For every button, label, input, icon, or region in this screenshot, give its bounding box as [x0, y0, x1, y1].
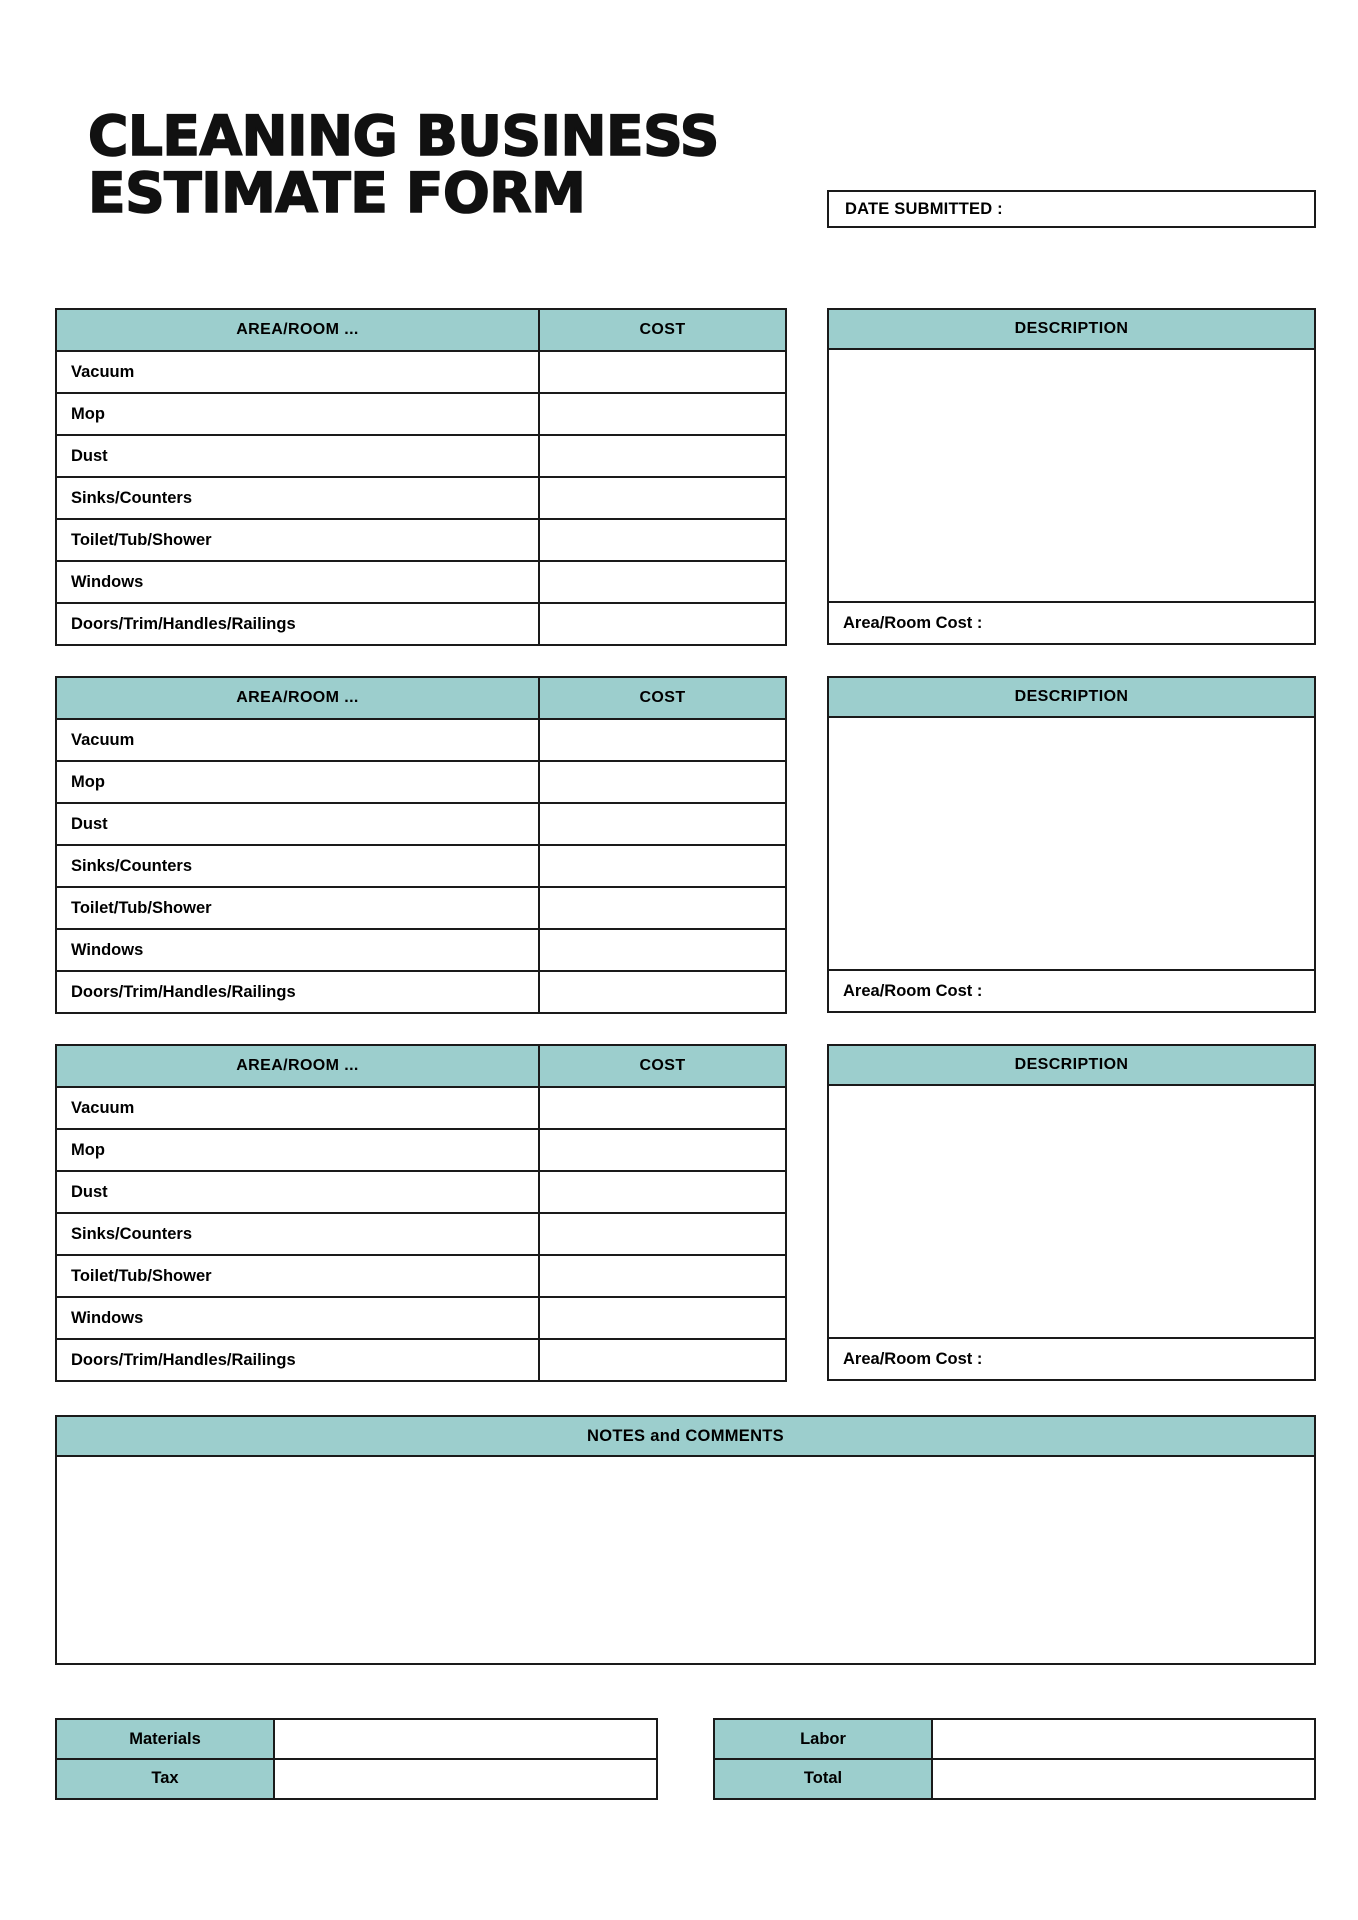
task-label: Windows [56, 929, 539, 971]
cost-input[interactable] [539, 761, 786, 803]
table-row [56, 477, 786, 519]
cost-input[interactable] [539, 719, 786, 761]
table-row [56, 761, 786, 803]
area-room-table-3 [55, 1044, 787, 1382]
form-header [0, 0, 1358, 255]
table-row [56, 561, 786, 603]
labor-label: Labor [713, 1718, 933, 1760]
cost-input[interactable] [539, 971, 786, 1013]
description-panel-1 [827, 308, 1316, 645]
cost-input[interactable] [539, 803, 786, 845]
area-room-cost-row[interactable] [827, 603, 1316, 645]
materials-label: Materials [55, 1718, 275, 1760]
cost-input[interactable] [539, 1339, 786, 1381]
date-submitted-field[interactable] [827, 190, 1316, 228]
tax-row [55, 1758, 658, 1800]
task-label: Mop [56, 761, 539, 803]
cost-input[interactable] [539, 351, 786, 393]
description-header: DESCRIPTION [827, 676, 1316, 718]
description-input[interactable] [827, 718, 1316, 971]
cost-input[interactable] [539, 1171, 786, 1213]
table-row [56, 351, 786, 393]
area-room-header: AREA/ROOM ... [56, 677, 539, 719]
table-row [56, 887, 786, 929]
table-row [56, 1339, 786, 1381]
table-row [56, 1087, 786, 1129]
table-header-row [56, 677, 786, 719]
task-label: Mop [56, 1129, 539, 1171]
cost-input[interactable] [539, 1087, 786, 1129]
task-label: Doors/Trim/Handles/Railings [56, 603, 539, 645]
labor-row [713, 1718, 1316, 1760]
cost-header: COST [539, 1045, 786, 1087]
task-label: Dust [56, 803, 539, 845]
cost-input[interactable] [539, 477, 786, 519]
cost-input[interactable] [539, 929, 786, 971]
description-panel-3 [827, 1044, 1316, 1381]
cost-input[interactable] [539, 845, 786, 887]
description-header: DESCRIPTION [827, 1044, 1316, 1086]
area-room-cost-label: Area/Room Cost : [843, 613, 983, 632]
page-title-line-2: ESTIMATE FORM [88, 161, 586, 226]
task-label: Vacuum [56, 719, 539, 761]
cost-input[interactable] [539, 519, 786, 561]
table-header-row [56, 1045, 786, 1087]
area-room-section-1 [0, 308, 1358, 648]
cost-input[interactable] [539, 435, 786, 477]
table-row [56, 971, 786, 1013]
cost-input[interactable] [539, 887, 786, 929]
area-room-cost-row[interactable] [827, 1339, 1316, 1381]
description-panel-2 [827, 676, 1316, 1013]
table-row [56, 929, 786, 971]
notes-section [55, 1415, 1316, 1665]
area-room-section-2 [0, 676, 1358, 1016]
description-input[interactable] [827, 350, 1316, 603]
area-room-header: AREA/ROOM ... [56, 1045, 539, 1087]
area-room-cost-row[interactable] [827, 971, 1316, 1013]
table-row [56, 1255, 786, 1297]
cost-header: COST [539, 677, 786, 719]
table-row [56, 1297, 786, 1339]
materials-row [55, 1718, 658, 1760]
page-title-line-1: CLEANING BUSINESS [88, 104, 719, 168]
totals-section [55, 1718, 1316, 1800]
table-row [56, 393, 786, 435]
task-label: Windows [56, 1297, 539, 1339]
table-row [56, 845, 786, 887]
area-room-section-3 [0, 1044, 1358, 1384]
table-row [56, 1213, 786, 1255]
cost-input[interactable] [539, 603, 786, 645]
table-row [56, 435, 786, 477]
table-header-row [56, 309, 786, 351]
labor-input[interactable] [933, 1718, 1316, 1760]
notes-header: NOTES and COMMENTS [55, 1415, 1316, 1457]
table-row [56, 1171, 786, 1213]
area-room-table-2 [55, 676, 787, 1014]
table-row [56, 603, 786, 645]
tax-input[interactable] [275, 1758, 658, 1800]
page-title [88, 104, 828, 226]
task-label: Toilet/Tub/Shower [56, 1255, 539, 1297]
totals-group-right [713, 1718, 1316, 1800]
cost-input[interactable] [539, 1129, 786, 1171]
task-label: Doors/Trim/Handles/Railings [56, 1339, 539, 1381]
task-label: Doors/Trim/Handles/Railings [56, 971, 539, 1013]
task-label: Windows [56, 561, 539, 603]
cost-input[interactable] [539, 1213, 786, 1255]
area-room-table-1 [55, 308, 787, 646]
cost-input[interactable] [539, 1297, 786, 1339]
table-row [56, 1129, 786, 1171]
area-room-cost-label: Area/Room Cost : [843, 1349, 983, 1368]
table-row [56, 803, 786, 845]
task-label: Sinks/Counters [56, 477, 539, 519]
table-row [56, 519, 786, 561]
task-label: Mop [56, 393, 539, 435]
cost-header: COST [539, 309, 786, 351]
description-input[interactable] [827, 1086, 1316, 1339]
area-room-header: AREA/ROOM ... [56, 309, 539, 351]
totals-group-left [55, 1718, 658, 1800]
task-label: Sinks/Counters [56, 1213, 539, 1255]
task-label: Dust [56, 435, 539, 477]
cost-input[interactable] [539, 561, 786, 603]
notes-input[interactable] [55, 1457, 1316, 1665]
total-row [713, 1758, 1316, 1800]
task-label: Vacuum [56, 1087, 539, 1129]
cost-input[interactable] [539, 1255, 786, 1297]
task-label: Toilet/Tub/Shower [56, 887, 539, 929]
table-row [56, 719, 786, 761]
description-header: DESCRIPTION [827, 308, 1316, 350]
materials-input[interactable] [275, 1718, 658, 1760]
area-room-cost-label: Area/Room Cost : [843, 981, 983, 1000]
task-label: Dust [56, 1171, 539, 1213]
task-label: Sinks/Counters [56, 845, 539, 887]
cost-input[interactable] [539, 393, 786, 435]
task-label: Toilet/Tub/Shower [56, 519, 539, 561]
date-submitted-label: DATE SUBMITTED : [845, 199, 1003, 218]
total-input[interactable] [933, 1758, 1316, 1800]
tax-label: Tax [55, 1758, 275, 1800]
task-label: Vacuum [56, 351, 539, 393]
total-label: Total [713, 1758, 933, 1800]
